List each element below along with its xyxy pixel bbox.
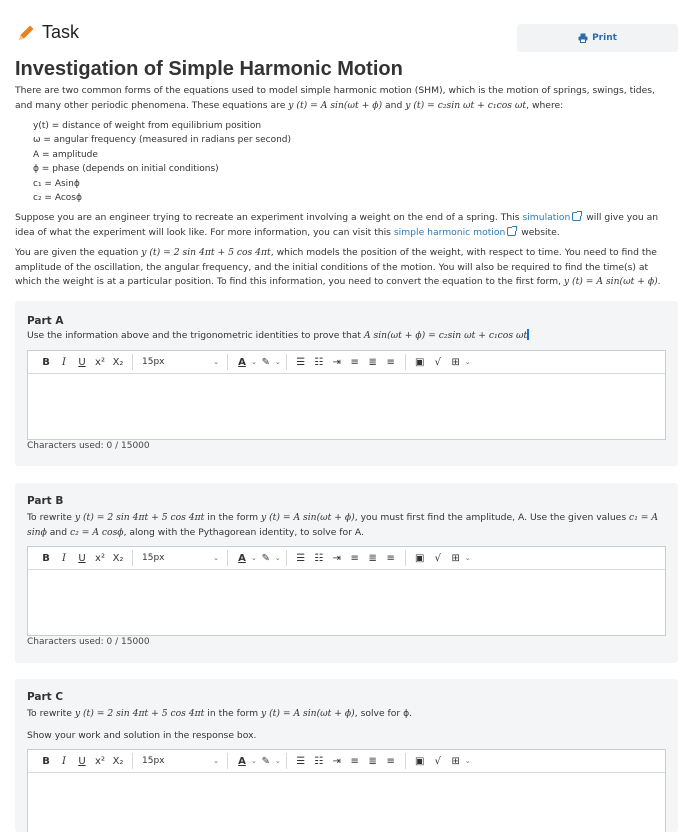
italic-button[interactable]: I (62, 356, 66, 368)
highlight-icon[interactable]: ✎ (261, 755, 271, 767)
external-link-icon[interactable] (572, 212, 581, 221)
table-icon[interactable]: ⊞ (451, 356, 460, 368)
image-icon[interactable]: ▣ (415, 755, 425, 767)
equation: y (t) = A sin(ωt + ϕ) (288, 99, 383, 111)
font-size-select[interactable]: 15px ⌄ (142, 553, 219, 563)
align-right-icon[interactable]: ≡ (386, 755, 395, 767)
highlight-icon[interactable]: ✎ (261, 552, 271, 564)
superscript-button[interactable]: x² (95, 552, 105, 564)
chevron-down-icon: ⌄ (251, 554, 257, 562)
character-count: Characters used: 0 / 15000 (27, 441, 150, 451)
chevron-down-icon: ⌄ (251, 358, 257, 366)
indent-icon[interactable]: ⇥ (332, 552, 341, 564)
simulation-link[interactable]: simulation (522, 212, 571, 223)
given-paragraph: You are given the equation y (t) = 2 sin 4πt + 5 cos 4πt, which models the position of the weight, with respect to time. You need to find the amplitude of the oscillation, the angular frequency, and the initial conditions of the motion. You will also be required to find the time(s) at which the weight is at a particular position. To find this information, you need to convert the equation to the first form, y (t) = A sin(ωt + ϕ). (15, 247, 661, 287)
shm-website-link[interactable]: simple harmonic motion (393, 226, 506, 238)
align-center-icon[interactable]: ≣ (368, 356, 377, 368)
editor-toolbar (28, 750, 665, 773)
align-left-icon[interactable]: ≡ (350, 755, 359, 767)
align-right-icon[interactable]: ≡ (386, 552, 395, 564)
chevron-down-icon: ⌄ (213, 554, 219, 562)
external-link-icon[interactable] (507, 227, 516, 236)
editor-toolbar (28, 351, 665, 374)
part-a-section (15, 301, 678, 466)
part-a-title: Part A (27, 315, 64, 327)
equation-icon[interactable]: √ (434, 552, 441, 564)
table-icon[interactable]: ⊞ (451, 552, 460, 564)
align-center-icon[interactable]: ≣ (368, 552, 377, 564)
equation: y (t) = 2 sin 4πt + 5 cos 4πt (74, 708, 205, 719)
underline-button[interactable]: U (78, 356, 86, 368)
align-left-icon[interactable]: ≡ (350, 552, 359, 564)
bullet-list-icon[interactable]: ☰ (296, 356, 306, 368)
definition-item: y(t) = distance of weight from equilibrium position (33, 121, 262, 131)
part-c-instruction: Show your work and solution in the response box. (27, 730, 257, 741)
pencil-icon (16, 23, 36, 43)
image-icon[interactable]: ▣ (415, 552, 425, 564)
engineer-paragraph: Suppose you are an engineer trying to recreate an experiment involving a weight on the end of a spring. This simulation will give you an idea of what the experiment will look like. For more information, you can visit this simple harmonic motion website. (15, 212, 659, 238)
equation: c₂ = A cosϕ (69, 526, 124, 538)
indent-icon[interactable]: ⇥ (332, 755, 341, 767)
bullet-list-icon[interactable]: ☰ (296, 552, 306, 564)
bold-button[interactable]: B (42, 755, 50, 767)
align-right-icon[interactable]: ≡ (386, 356, 395, 368)
chevron-down-icon: ⌄ (213, 757, 219, 765)
chevron-down-icon: ⌄ (274, 358, 281, 366)
font-color-button[interactable]: A (238, 552, 246, 564)
equation: y (t) = A sin(ωt + ϕ) (260, 512, 355, 523)
print-button[interactable] (517, 24, 678, 52)
font-color-button[interactable]: A (238, 755, 246, 767)
character-count: Characters used: 0 / 15000 (27, 637, 150, 647)
equation: c₁ = A sinϕ (27, 512, 659, 538)
printer-icon (578, 33, 588, 43)
equation: y (t) = 2 sin 4πt + 5 cos 4πt (74, 512, 205, 523)
image-icon[interactable]: ▣ (415, 356, 425, 368)
page-title: Investigation of Simple Harmonic Motion (15, 58, 403, 80)
part-c-title: Part C (27, 691, 64, 703)
definition-item: c₁ = Asinϕ (33, 178, 80, 189)
definitions-list (33, 119, 291, 205)
chevron-down-icon: ⌄ (464, 358, 471, 366)
subscript-button[interactable]: X₂ (112, 552, 124, 564)
part-b-title: Part B (27, 495, 64, 507)
underline-button[interactable]: U (78, 755, 86, 767)
part-c-section (15, 679, 678, 832)
font-size-select[interactable]: 15px ⌄ (142, 357, 219, 367)
bullet-list-icon[interactable]: ☰ (296, 755, 306, 767)
align-center-icon[interactable]: ≣ (368, 755, 377, 767)
numbered-list-icon[interactable]: ☷ (314, 552, 324, 564)
equation-icon[interactable]: √ (434, 356, 441, 368)
definition-item: A = amplitude (33, 149, 98, 160)
numbered-list-icon[interactable]: ☷ (314, 356, 324, 368)
superscript-button[interactable]: x² (95, 755, 105, 767)
response-area[interactable] (28, 773, 665, 832)
part-a-editor[interactable] (27, 350, 666, 440)
print-label[interactable]: Print (592, 33, 617, 43)
italic-button[interactable]: I (62, 755, 66, 767)
editor-toolbar (28, 547, 665, 570)
chevron-down-icon: ⌄ (464, 554, 471, 562)
text-cursor (527, 329, 529, 340)
response-area[interactable] (28, 570, 665, 635)
equation: y (t) = A sin(ωt + ϕ) (563, 276, 658, 287)
equation-icon[interactable]: √ (434, 755, 441, 767)
bold-button[interactable]: B (42, 356, 50, 368)
chevron-down-icon: ⌄ (464, 757, 471, 765)
indent-icon[interactable]: ⇥ (332, 356, 341, 368)
equation: y (t) = 2 sin 4πt + 5 cos 4πt (141, 247, 271, 258)
definition-item: ϕ = phase (depends on initial conditions) (33, 164, 219, 175)
bold-button[interactable]: B (42, 552, 50, 564)
font-color-button[interactable]: A (238, 356, 246, 368)
part-a-prompt: Use the information above and the trigonometric identities to prove that A sin(ωt + ϕ) = c₂sin ωt + c₁cos ωt (27, 330, 528, 341)
intro-paragraph: There are two common forms of the equations used to model simple harmonic motion (SHM), which is the motion of springs, swings, tides, and many other periodic phenomena. These equations are y (t) = A sin(ωt + ϕ) and y (t) = c₂sin ωt + c₁cos ωt, where: (15, 85, 655, 111)
equation: y (t) = A sin(ωt + ϕ) (260, 708, 355, 719)
task-header (16, 22, 79, 43)
part-b-prompt: To rewrite y (t) = 2 sin 4πt + 5 cos 4πt in the form y (t) = A sin(ωt + ϕ), you must first find the amplitude, A. Use the given values c₁ = A sinϕ and c₂ = A cosϕ, along with the Pythagorean identity, to solve for A. (27, 512, 659, 538)
chevron-down-icon: ⌄ (274, 757, 281, 765)
chevron-down-icon: ⌄ (274, 554, 281, 562)
underline-button[interactable]: U (78, 552, 86, 564)
highlight-icon[interactable]: ✎ (261, 356, 271, 368)
subscript-button[interactable]: X₂ (112, 755, 124, 767)
italic-button[interactable]: I (62, 552, 66, 564)
align-left-icon[interactable]: ≡ (350, 356, 359, 368)
numbered-list-icon[interactable]: ☷ (314, 755, 324, 767)
equation: A sin(ωt + ϕ) = c₂sin ωt + c₁cos ωt (363, 330, 528, 341)
equation: y (t) = c₂sin ωt + c₁cos ωt (405, 99, 527, 111)
font-size-select[interactable]: 15px ⌄ (142, 756, 219, 766)
response-area[interactable] (28, 374, 665, 439)
task-label: Task (42, 22, 80, 42)
superscript-button[interactable]: x² (95, 356, 105, 368)
chevron-down-icon: ⌄ (251, 757, 257, 765)
part-b-editor[interactable] (27, 546, 666, 636)
part-c-prompt: To rewrite y (t) = 2 sin 4πt + 5 cos 4πt in the form y (t) = A sin(ωt + ϕ), solve for ϕ. (27, 708, 413, 719)
chevron-down-icon: ⌄ (213, 358, 219, 366)
part-c-editor[interactable] (27, 749, 666, 832)
subscript-button[interactable]: X₂ (112, 356, 124, 368)
definition-item: ω = angular frequency (measured in radians per second) (33, 135, 292, 146)
table-icon[interactable]: ⊞ (451, 755, 460, 767)
part-b-section (15, 483, 678, 663)
definition-item: c₂ = Acosϕ (33, 193, 82, 204)
